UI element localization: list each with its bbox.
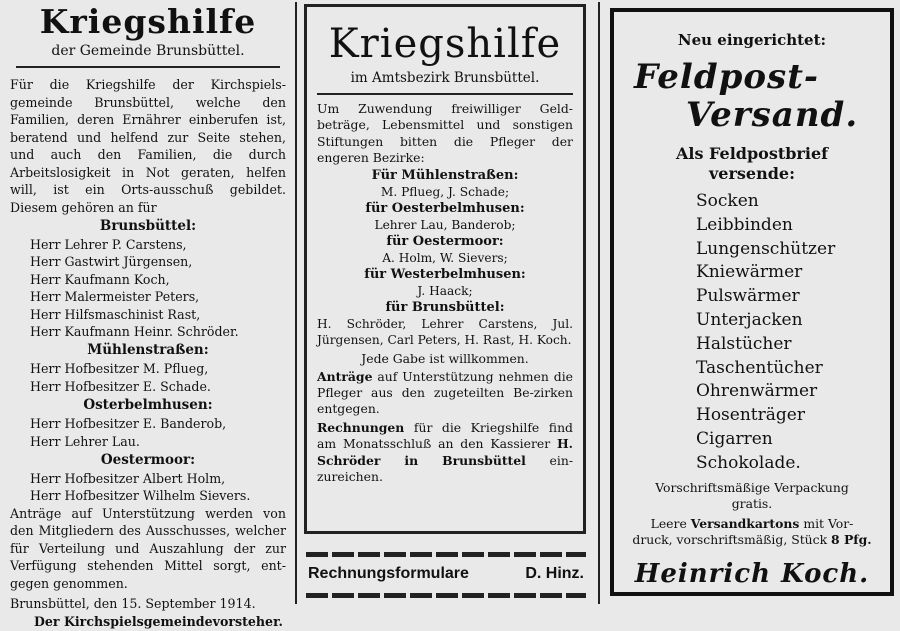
ad-box bbox=[610, 8, 894, 596]
name-list bbox=[10, 360, 286, 395]
name-list bbox=[10, 236, 286, 340]
name-line: Herr Lehrer Lau. bbox=[30, 433, 140, 449]
ad-headline-line1: Feldpost- bbox=[634, 57, 820, 97]
bold-word: Versandkartons bbox=[690, 515, 800, 531]
name-list bbox=[10, 470, 286, 505]
ad-subhead-line2: versende: bbox=[709, 164, 795, 183]
name-line: Herr Hofbesitzer Wilhelm Sievers. bbox=[30, 488, 251, 504]
name-line: Herr Hofbesitzer M. Pflueg, bbox=[30, 361, 209, 377]
packaging-free: gratis. bbox=[731, 495, 773, 511]
name-line: H. Schröder, Lehrer Carstens, Jul. Jürgensen, Carl Peters, H. Rast, H. Koch. bbox=[317, 316, 573, 347]
note-text: druck, vorschriftsmäßig, Stück bbox=[632, 531, 832, 547]
intro-text: Um Zuwendung freiwilliger Geld-beträge, Lebensmittel und sonstigen Stiftungen bitten die Pfleger der engeren Bezirke: bbox=[317, 101, 573, 166]
name-line: Herr Kaufmann Koch, bbox=[30, 271, 170, 287]
list-item: Leibbinden bbox=[696, 214, 793, 235]
name-line: Herr Hofbesitzer Albert Holm, bbox=[30, 471, 226, 487]
section-heading: Oestermoor: bbox=[100, 452, 196, 469]
welcome-line: Jede Gabe ist willkommen. bbox=[361, 350, 529, 366]
invoices-paragraph bbox=[317, 420, 573, 486]
list-item: Unterjacken bbox=[696, 309, 803, 330]
list-item: Schokolade. bbox=[696, 452, 801, 473]
name-line: J. Haack; bbox=[417, 283, 473, 298]
section-heading: für Oestermoor: bbox=[386, 233, 504, 249]
section-heading: für Oesterbelmhusen: bbox=[365, 200, 525, 216]
applications-paragraph bbox=[317, 369, 573, 418]
date-line: Brunsbüttel, den 15. September 1914. bbox=[10, 596, 256, 612]
ad-subtitle: der Gemeinde Brunsbüttel. bbox=[51, 43, 245, 59]
list-item: Cigarren bbox=[696, 428, 773, 449]
note-text: Leere bbox=[650, 515, 691, 531]
ad-subtitle: im Amtsbezirk Brunsbüttel. bbox=[350, 70, 540, 86]
list-item: Socken bbox=[696, 191, 759, 211]
name-line: A. Holm, W. Sievers; bbox=[382, 250, 508, 265]
list-item: Ohrenwärmer bbox=[696, 381, 818, 402]
forms-banner bbox=[306, 552, 586, 598]
paragraph-text: ein-zureichen. bbox=[317, 452, 573, 485]
ad-kriegshilfe-gemeinde bbox=[4, 0, 292, 631]
closing-text: Anträge auf Unterstützung werden von den Mitgliedern des Ausschusses, welcher für Verteilung und Auszahlung der zur Verfügung stehenden Mittel sorgt, ent-gegen genommen. bbox=[10, 505, 286, 591]
price: 8 Pfg. bbox=[831, 531, 872, 547]
section-heading: Osterbelmhusen: bbox=[83, 397, 213, 414]
column-divider-right bbox=[598, 2, 600, 604]
ad-title: Kriegshilfe bbox=[328, 21, 562, 67]
list-item: Lungenschützer bbox=[696, 238, 836, 259]
merchant-signature: Heinrich Koch. bbox=[634, 558, 870, 589]
list-item: Kniewärmer bbox=[696, 262, 803, 283]
ad-box bbox=[304, 4, 586, 534]
name-line: Herr Hofbesitzer E. Banderob, bbox=[30, 416, 227, 432]
divider bbox=[16, 66, 281, 68]
ad-headline-line2: Versand. bbox=[685, 95, 859, 135]
name-line: Herr Gastwirt Jürgensen, bbox=[30, 254, 193, 270]
list-item: Taschentücher bbox=[696, 357, 823, 378]
section-heading: für Brunsbüttel: bbox=[385, 299, 505, 315]
section-heading: Brunsbüttel: bbox=[99, 218, 197, 234]
ad-kicker: Neu eingerichtet: bbox=[677, 31, 827, 49]
cartons-note bbox=[624, 516, 880, 532]
section-heading: Mühlenstraßen: bbox=[87, 342, 209, 359]
list-item: Hosenträger bbox=[696, 405, 805, 426]
ornament-band bbox=[306, 552, 586, 557]
name-line: Herr Hofbesitzer E. Schade. bbox=[30, 378, 211, 394]
item-list bbox=[696, 190, 880, 476]
ad-subhead-line1: Als Feldpostbrief bbox=[675, 144, 828, 163]
name-list bbox=[10, 415, 286, 450]
ad-title: Kriegshilfe bbox=[39, 2, 257, 41]
bold-phrase: H. Schröder in Brunsbüttel bbox=[317, 436, 573, 468]
name-line: Herr Kaufmann Heinr. Schröder. bbox=[30, 324, 239, 340]
packaging-note: Vorschriftsmäßige Verpackung bbox=[655, 479, 849, 495]
divider bbox=[317, 93, 573, 95]
name-line: M. Pflueg, J. Schade; bbox=[380, 184, 510, 199]
note-text: mit Vor- bbox=[799, 515, 854, 531]
name-line: Lehrer Lau, Banderob; bbox=[374, 217, 516, 232]
column-divider-left bbox=[295, 2, 297, 604]
name-line: Herr Hilfsmaschinist Rast, bbox=[30, 306, 201, 322]
banner-left-text: Rechnungsformulare bbox=[308, 565, 469, 582]
bold-word: Anträge bbox=[317, 368, 373, 384]
list-item: Pulswärmer bbox=[696, 286, 800, 307]
name-line: Herr Malermeister Peters, bbox=[30, 289, 200, 305]
paragraph-text: für die Kriegshilfe find am Monatsschluß an den Kassierer bbox=[317, 419, 573, 452]
intro-text: Für die Kriegshilfe der Kirchspiels-gemeinde Brunsbüttel, welche den Familien, deren Ernährer einberufen ist, beratend und helfend zur Seite stehen, und auch den Familien, die durch Arbeitslosigkeit in Not geraten, helfen will, ist ein Orts-ausschuß gebildet. Diesem gehören an für bbox=[10, 77, 286, 215]
cartons-price bbox=[624, 532, 880, 548]
section-heading: für Westerbelmhusen: bbox=[364, 266, 526, 282]
section-heading: Für Mühlenstraßen: bbox=[371, 167, 519, 183]
signature-line: Der Kirchspielsgemeindevorsteher. bbox=[34, 614, 283, 630]
name-line: Herr Lehrer P. Carstens, bbox=[30, 237, 187, 252]
banner-right-text: D. Hinz. bbox=[525, 565, 584, 582]
ornament-band bbox=[306, 593, 586, 598]
list-item: Halstücher bbox=[696, 333, 792, 354]
bold-word: Rechnungen bbox=[317, 419, 405, 435]
paragraph-text: auf Unterstützung nehmen die Pfleger aus den zugeteilten Be-zirken entgegen. bbox=[317, 368, 573, 417]
